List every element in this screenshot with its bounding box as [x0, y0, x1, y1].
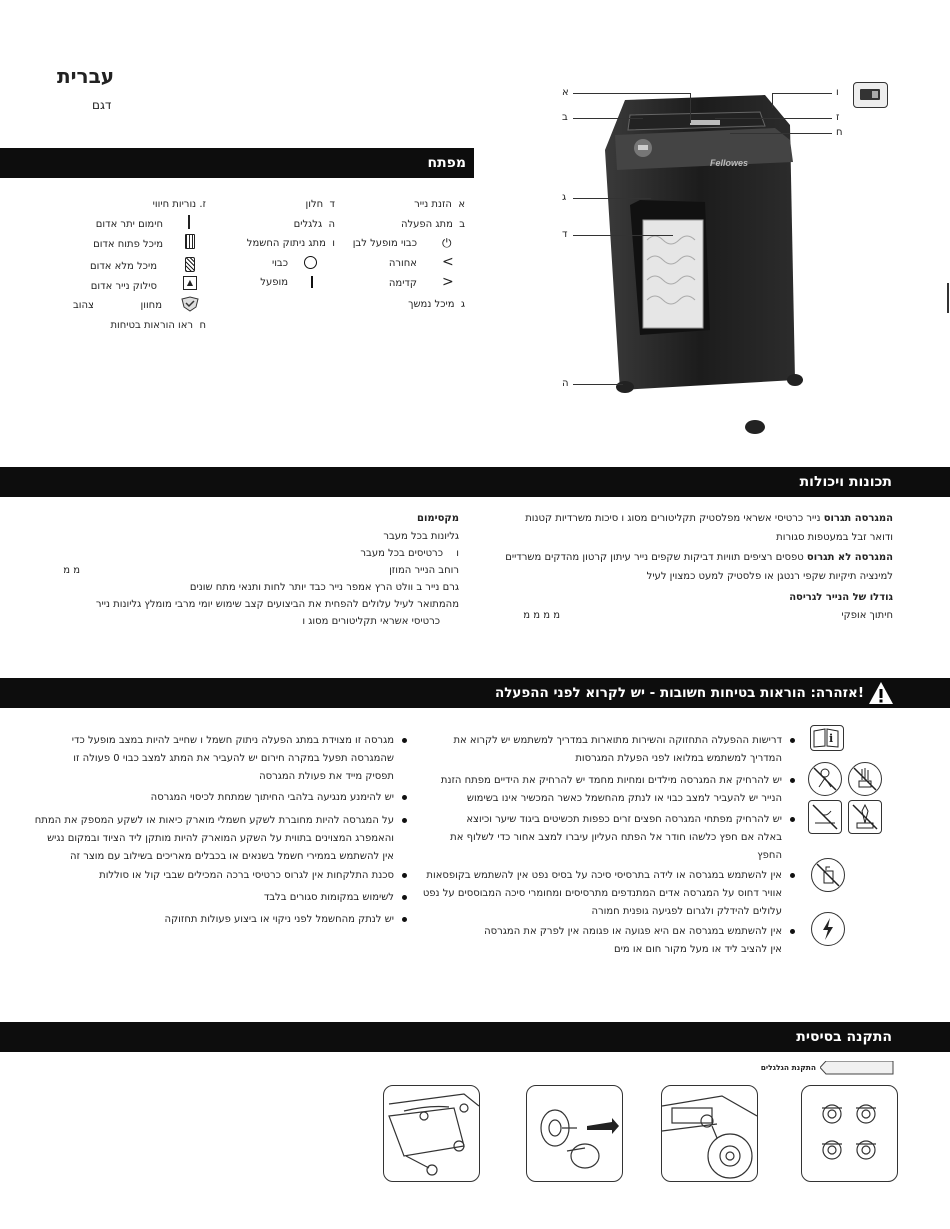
chevron-right-icon: > [442, 274, 454, 290]
key-item-letter: א [458, 199, 465, 210]
callout-line [573, 384, 623, 385]
language-title: עברית [57, 64, 115, 88]
callout-line [772, 93, 832, 94]
bullet [402, 738, 407, 743]
warning-section-band [0, 678, 950, 708]
key-item-g [408, 298, 465, 312]
warning-left-item-1-line-2: שהמגרסה תפעל במקרה חירום יש להעביר את המתג למצב כבוי 0 פעולה זו [73, 753, 394, 764]
caster-install-tab-label: התקנת הגלגלים [760, 1063, 816, 1072]
key-item-letter: ד [329, 199, 335, 210]
power-icon: ⏻ [442, 236, 452, 250]
warning-right-item-1-line-1: דרישות ההפעלה התחזוקה והשירות מתוארות במדריך למשתמש יש לקרוא את [453, 735, 782, 746]
key-item-letter: ו [332, 238, 335, 249]
edge-marker [947, 283, 949, 313]
power-switch-icon [853, 82, 888, 108]
key-item-text: ראו הוראות בטיחות [110, 320, 194, 331]
features-shreds-2: ודואר זבל במעטפות סגורות [776, 532, 893, 543]
brand-logo: Fellowes [710, 158, 749, 168]
setup-step-2-turn-over [661, 1085, 758, 1182]
features-section-title: תכונות ויכולות [799, 474, 892, 490]
key-item-v [247, 237, 335, 251]
bullet [790, 817, 795, 822]
no-tie-icon [848, 800, 882, 834]
setup-step-1-casters [801, 1085, 898, 1182]
callout-line [715, 118, 832, 119]
key-item-text: מתג הפעלה [400, 219, 453, 230]
callout-line [573, 235, 673, 236]
callout-d: ד [562, 229, 568, 240]
warning-right-item-2-line-1: יש להרחיק את המגרסה מילדים ומחיות מחמד יש להרחיק את הידיים מפתח הזנת [440, 775, 782, 786]
no-children-icon [808, 762, 842, 796]
warning-left-item-4-line-1: סכנת התלקחות אין לגרוס כרטיסי ברכה המכילים שבבי קול או סוללות [99, 870, 394, 881]
indicator-bin-open: מיכל פתוח אדום [93, 239, 163, 250]
key-item-off: כבוי [271, 258, 288, 269]
callout-b: ב [562, 112, 568, 123]
warning-left-item-1-line-1: מגרסה זו מצוידת במתג הפעלה ניתוק חשמל ו שחייב להיות במצב מופעל כדי [71, 735, 394, 746]
key-item-text: מתג ניתוק החשמל [246, 238, 326, 249]
callout-line [690, 93, 691, 123]
svg-text:i: i [829, 732, 834, 745]
features-not-shred-text: טפסים רציפים תוויות דביקות שקפים נייר עיתון קרטון מהדקים משרדיים [505, 552, 807, 563]
open-bin-icon [185, 234, 195, 249]
features-specs-3: כרטיסי אשראי תקליטורים מסוג ו [302, 616, 440, 627]
callout-ch: ח [836, 127, 843, 138]
callout-line [573, 118, 643, 119]
callout-line [573, 198, 651, 199]
key-section-title: מפתח [427, 155, 466, 171]
features-cut-type: חיתוך אופקי [841, 610, 893, 621]
features-specs-2: מהמתואר לעיל עלולים להפחית את הביצועים קצב שימוש יומי מרבי מומלץ גליונות נייר [95, 599, 459, 610]
warning-left-item-3-line-1: על המגרסה להיות מחוברת לשקע חשמלי מוארק כיאות או לשקע המספק את המתח [34, 815, 394, 826]
warning-left-item-5-line-1: לשימוש במקומות סגורים בלבד [263, 892, 394, 903]
bullet [402, 818, 407, 823]
features-cards-letter: ו [456, 548, 459, 559]
warning-left-item-2-line-1: יש להימנע מנגיעה בלהבי החיתוך שמתחת לכיסוי המגרסה [150, 792, 394, 803]
warning-triangle-icon [868, 681, 894, 705]
key-item-letter: ח [199, 320, 206, 331]
warning-right-item-4-line-3: עלולים להידלק ולגרום לפגיעה גופנית חמורה [591, 906, 782, 917]
warning-right-item-2-line-2: הנייר יש להעביר למצב כבוי או לנתק מהחשמל כאשר המכשיר אינו בשימוש [466, 793, 782, 804]
indicator-overheat: חימום יתר אדום [95, 219, 163, 230]
key-item-text: מיכל נמשך [408, 299, 455, 310]
callout-z: ז [836, 112, 840, 123]
indicator-sensor: מחוון [140, 300, 162, 311]
thermometer-icon [188, 215, 190, 229]
features-paper-size-title: גודלו של הנייר לגריסה [789, 592, 893, 603]
warning-right-item-5-line-1: אין להשתמש במגרסה אם היא פגועה או פגומה אין לפרק את המגרסה [484, 926, 782, 937]
no-loose-items-icon [808, 800, 842, 834]
features-shreds-label: המגרסה תגרוס [823, 513, 893, 524]
shredder-illustration [595, 90, 815, 440]
warning-right-item-3-line-1: יש להרחיק מפתחי המגרסה חפצים זרים כפפות תכשיטים ביגוד שיער וכיוצא [466, 814, 782, 825]
bullet [790, 929, 795, 934]
indicator-paper-clear: סילוק נייר אדום [90, 281, 157, 292]
callout-v: ו [836, 87, 839, 98]
warning-left-item-1-line-3: תפסיק מייד את פעולת המגרסה [259, 771, 394, 782]
indicator-lights-title: ז. נוריות חיווי [152, 199, 206, 210]
features-sheets: גליונות בכל מעבר [383, 531, 459, 542]
key-item-forward: קדימה [388, 278, 417, 289]
features-cut-dims: מ מ מ מ [523, 610, 560, 621]
indicator-bin-full: מיכל מלא אדום [89, 261, 157, 272]
on-bar-icon [311, 276, 313, 288]
key-item-power-states: כבוי מופעל לבן [352, 238, 417, 249]
callout-line [730, 133, 832, 134]
callout-line [772, 93, 773, 108]
callout-h: ה [562, 378, 569, 389]
setup-step-3-insert-caster [526, 1085, 623, 1182]
warning-right-item-4-line-2: אוויר דחוס על המגרסה אדים המתנדפים מתרסיסים ומחומרי סיכה המבוססים על נפט [422, 888, 782, 899]
warning-right-item-1-line-2: המדריך למשתמש במלואו לפני הפעלת המגרסות [575, 753, 782, 764]
key-item-on: מופעל [260, 277, 288, 288]
features-section-band [0, 467, 950, 497]
key-item-text: הזנת נייר [414, 199, 452, 210]
features-entry-dims: מ מ [63, 565, 80, 576]
bullet [790, 738, 795, 743]
bullet [402, 895, 407, 900]
bullet [402, 873, 407, 878]
features-shreds-text: נייר כרטיסי אשראי מפלסטיק תקליטורים מסוג ו סיכות משרדיות קטנות [525, 513, 824, 524]
features-not-shred-2: למינציה תיקיות שקפי רנטגן או פלסטיק למעט כמצוין לעיל [646, 571, 893, 582]
callout-line [573, 93, 690, 94]
features-entry-width: רוחב הנייר המוזן [389, 565, 459, 576]
paper-clear-icon: ▲ [183, 276, 197, 290]
features-not-shred-label: המגרסה לא תגרוס [806, 552, 893, 563]
key-item-text: גלגלים [293, 219, 323, 230]
bullet [402, 795, 407, 800]
setup-section-title: התקנה בסיסית [796, 1029, 892, 1045]
warning-right-item-4-line-1: אין להשתמש במגרסה או לידה בתרסיסי סיכה על בסיס נפט אין להשתמש בקופסאות [426, 870, 782, 881]
key-safety-ref [110, 319, 206, 333]
warning-right-item-5-line-2: אין להציב ליד או מעל מקור חום או מים [614, 944, 782, 955]
bullet [790, 873, 795, 878]
key-item-letter: ג [460, 299, 465, 310]
key-item-letter: ה [328, 219, 335, 230]
chevron-left-icon: < [442, 254, 454, 270]
features-cards: כרטיסים בכל מעבר [360, 548, 443, 559]
key-item-a [414, 198, 465, 212]
key-item-reverse: אחורה [388, 258, 417, 269]
key-item-h [294, 218, 335, 232]
warning-section-title: אזהרה: הוראות בטיחות חשובות - יש לקרוא לפני ההפעלה! [494, 685, 864, 701]
key-item-letter: ב [459, 219, 465, 230]
callout-g: ג [562, 192, 567, 203]
shield-check-icon [180, 296, 200, 312]
warning-right-item-3-line-2: באלה אם חפץ כלשהו חודר אל הפתח העליון עיברו למצב אחור כדי לשלוף את [450, 832, 782, 843]
features-max-title: מקסימום [417, 513, 459, 524]
off-circle-icon [304, 256, 317, 269]
warning-left-item-6-line-1: יש לנתק מהחשמל לפני ניקוי או ביצוע פעולות תחזוקה [164, 914, 394, 925]
bullet [402, 917, 407, 922]
features-shreds [525, 512, 893, 526]
no-hands-icon [848, 762, 882, 796]
model-label: דגם [92, 98, 112, 112]
read-manual-icon [810, 725, 844, 751]
callout-a: א [562, 87, 569, 98]
setup-step-4-casters-mounted [383, 1085, 480, 1182]
no-aerosol-icon [811, 858, 845, 892]
warning-right-item-3-line-3: החפץ [757, 850, 782, 861]
key-section-band [0, 148, 474, 178]
electric-hazard-icon [811, 912, 845, 946]
setup-section-band [0, 1022, 950, 1052]
features-specs: גרם נייר ב וולט הרץ אמפר נייר כבד יותר לחות ותנאי מתח שונים [189, 582, 459, 593]
key-item-text: חלון [305, 199, 324, 210]
warning-left-item-3-line-3: אין להשתמש בממירי חשמל בשנאים או בכבלים מאריכים בשילוב עם מוצר זה [70, 851, 394, 862]
indicator-sensor-color: צהוב [73, 300, 94, 311]
warning-left-item-3-line-2: והאמפרג המצוינים בתווית על השקע המוארק להיות מותקן ליד הציוד ובמקום נגיש [47, 833, 394, 844]
features-not-shred [505, 551, 893, 565]
key-item-b [401, 218, 465, 232]
bullet [790, 778, 795, 783]
key-item-d [306, 198, 336, 212]
full-bin-icon [185, 257, 195, 272]
